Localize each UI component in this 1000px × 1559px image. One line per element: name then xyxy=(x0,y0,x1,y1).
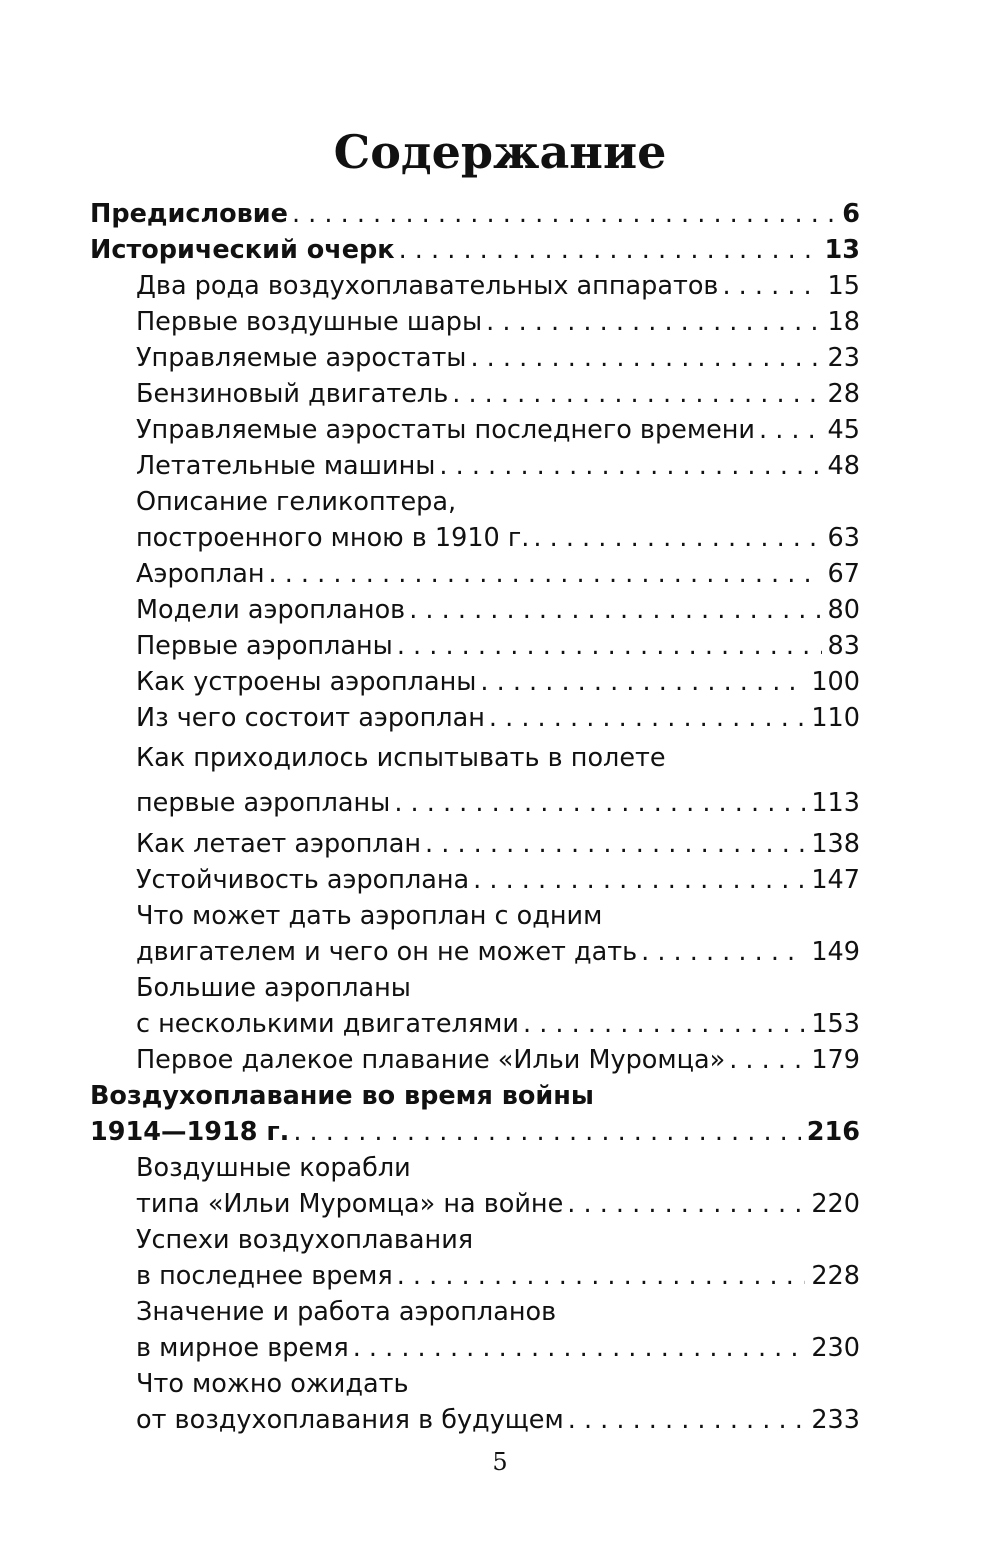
toc-entry-continued xyxy=(90,898,860,934)
toc-entry-title: Исторический очерк xyxy=(90,235,395,265)
page-number: 5 xyxy=(492,1448,508,1476)
toc-entry-title: Первые воздушные шары xyxy=(136,307,483,337)
toc-entry xyxy=(90,268,860,304)
toc-page-number: 23 xyxy=(827,343,860,373)
toc-entry xyxy=(90,340,860,376)
toc-entry-title: Как приходилось испытывать в полете xyxy=(136,743,666,773)
toc-page-number: 179 xyxy=(811,1045,860,1075)
toc-page-number: 63 xyxy=(827,523,860,553)
toc-entry xyxy=(90,412,860,448)
toc-page-number: 149 xyxy=(811,937,860,967)
page-title: Содержание xyxy=(333,125,667,179)
toc-entry xyxy=(90,1330,860,1366)
toc-entry xyxy=(90,826,860,862)
dot-leader xyxy=(489,700,805,736)
dot-leader xyxy=(439,448,821,484)
dot-leader xyxy=(394,781,805,826)
toc-entry-title: Предисловие xyxy=(90,199,288,229)
toc-entry-title: Что можно ожидать xyxy=(136,1369,409,1399)
toc-page-number: 113 xyxy=(811,788,860,818)
toc-entry-title: Описание геликоптера, xyxy=(136,487,457,517)
toc-entry-title: Устойчивость аэроплана xyxy=(136,865,470,895)
dot-leader xyxy=(425,826,805,862)
dot-leader xyxy=(523,1006,805,1042)
dot-leader xyxy=(729,1042,805,1078)
toc-entry xyxy=(90,1042,860,1078)
toc-page-number: 13 xyxy=(824,235,860,265)
toc-entry xyxy=(90,376,860,412)
dot-leader xyxy=(470,340,821,376)
toc-entry-title: Два рода воздухоплавательных аппаратов xyxy=(136,271,719,301)
toc-entry-title: 1914—1918 г. xyxy=(90,1117,290,1147)
toc-entry-title: Большие аэропланы xyxy=(136,973,411,1003)
toc-page-number: 147 xyxy=(811,865,860,895)
toc-entry-continued xyxy=(90,1078,860,1114)
toc-entry-title: Первые аэропланы xyxy=(136,631,393,661)
dot-leader xyxy=(480,664,805,700)
toc-entry-title: в последнее время xyxy=(136,1261,393,1291)
toc-entry-continued xyxy=(90,736,860,781)
toc-entry xyxy=(90,664,860,700)
toc-entry xyxy=(90,304,860,340)
toc-entry-title: первые аэропланы xyxy=(136,788,391,818)
dot-leader xyxy=(292,196,836,232)
toc-page-number: 110 xyxy=(811,703,860,733)
toc-entry xyxy=(90,1006,860,1042)
toc-entry xyxy=(90,232,860,268)
toc-entry xyxy=(90,628,860,664)
toc-page-number: 15 xyxy=(827,271,860,301)
dot-leader xyxy=(293,1114,800,1150)
toc-entry xyxy=(90,448,860,484)
toc-entry-title: Как устроены аэропланы xyxy=(136,667,477,697)
toc-entry xyxy=(90,1402,860,1438)
dot-leader xyxy=(452,376,821,412)
toc-page-number: 100 xyxy=(811,667,860,697)
toc-entry-title: Управляемые аэростаты последнего времени xyxy=(136,415,755,445)
dot-leader xyxy=(486,304,821,340)
toc-page-number: 80 xyxy=(827,595,860,625)
toc-entry-title: Что может дать аэроплан с одним xyxy=(136,901,603,931)
dot-leader xyxy=(353,1330,806,1366)
toc-entry xyxy=(90,700,860,736)
toc-entry-title: Первое далекое плавание «Ильи Муромца» xyxy=(136,1045,726,1075)
toc-entry-title: построенного мною в 1910 г. xyxy=(136,523,530,553)
toc-page-number: 18 xyxy=(827,307,860,337)
toc-entry xyxy=(90,1258,860,1294)
toc-entry xyxy=(90,1186,860,1222)
toc-page-number: 228 xyxy=(811,1261,860,1291)
toc-entry-continued xyxy=(90,1150,860,1186)
toc-page-number: 67 xyxy=(827,559,860,589)
toc-entry-title: Как летает аэроплан xyxy=(136,829,422,859)
dot-leader xyxy=(473,862,805,898)
toc-entry-title: Управляемые аэростаты xyxy=(136,343,467,373)
toc-entry-title: Воздухоплавание во время войны xyxy=(90,1081,594,1111)
toc-page-number: 6 xyxy=(842,199,860,229)
dot-leader xyxy=(641,934,805,970)
toc-page-number: 83 xyxy=(827,631,860,661)
toc-entry xyxy=(90,196,860,232)
toc-page-number: 216 xyxy=(806,1117,860,1147)
toc-entry xyxy=(90,556,860,592)
dot-leader xyxy=(269,556,822,592)
toc-entry-continued xyxy=(90,1222,860,1258)
toc-entry-title: Аэроплан xyxy=(136,559,265,589)
toc-entry-title: Летательные машины xyxy=(136,451,436,481)
toc-entry-title: от воздухоплавания в будущем xyxy=(136,1405,564,1435)
toc-entry xyxy=(90,592,860,628)
toc-entry-title: Успехи воздухоплавания xyxy=(136,1225,474,1255)
dot-leader xyxy=(533,520,821,556)
dot-leader xyxy=(409,592,821,628)
toc-entry-title: двигателем и чего он не может дать xyxy=(136,937,638,967)
toc-page-number: 28 xyxy=(827,379,860,409)
toc-page-number: 153 xyxy=(811,1009,860,1039)
toc-page-number: 48 xyxy=(827,451,860,481)
dot-leader xyxy=(399,232,819,268)
toc-entry-continued xyxy=(90,484,860,520)
toc-entry-title: в мирное время xyxy=(136,1333,349,1363)
toc-entry-continued xyxy=(90,1294,860,1330)
dot-leader xyxy=(722,268,821,304)
dot-leader xyxy=(397,628,822,664)
toc-entry-continued xyxy=(90,1366,860,1402)
toc-entry-title: типа «Ильи Муромца» на войне xyxy=(136,1189,564,1219)
toc-page-number: 233 xyxy=(811,1405,860,1435)
toc-entry-title: Модели аэропланов xyxy=(136,595,406,625)
toc-page-number: 230 xyxy=(811,1333,860,1363)
toc-entry xyxy=(90,781,860,826)
dot-leader xyxy=(568,1402,806,1438)
toc-page-number: 138 xyxy=(811,829,860,859)
toc-page-number: 220 xyxy=(811,1189,860,1219)
dot-leader xyxy=(397,1258,806,1294)
toc-entry-title: Бензиновый двигатель xyxy=(136,379,449,409)
toc-entry-title: Из чего состоит аэроплан xyxy=(136,703,485,733)
toc-entry-title: Значение и работа аэропланов xyxy=(136,1297,557,1327)
toc-page-number: 45 xyxy=(827,415,860,445)
toc-entry xyxy=(90,1114,860,1150)
table-of-contents xyxy=(90,196,860,1438)
toc-entry-title: Воздушные корабли xyxy=(136,1153,411,1183)
toc-entry-title: с несколькими двигателями xyxy=(136,1009,519,1039)
toc-entry xyxy=(90,934,860,970)
toc-entry-continued xyxy=(90,970,860,1006)
toc-entry xyxy=(90,520,860,556)
dot-leader xyxy=(759,412,822,448)
toc-entry xyxy=(90,862,860,898)
dot-leader xyxy=(567,1186,805,1222)
